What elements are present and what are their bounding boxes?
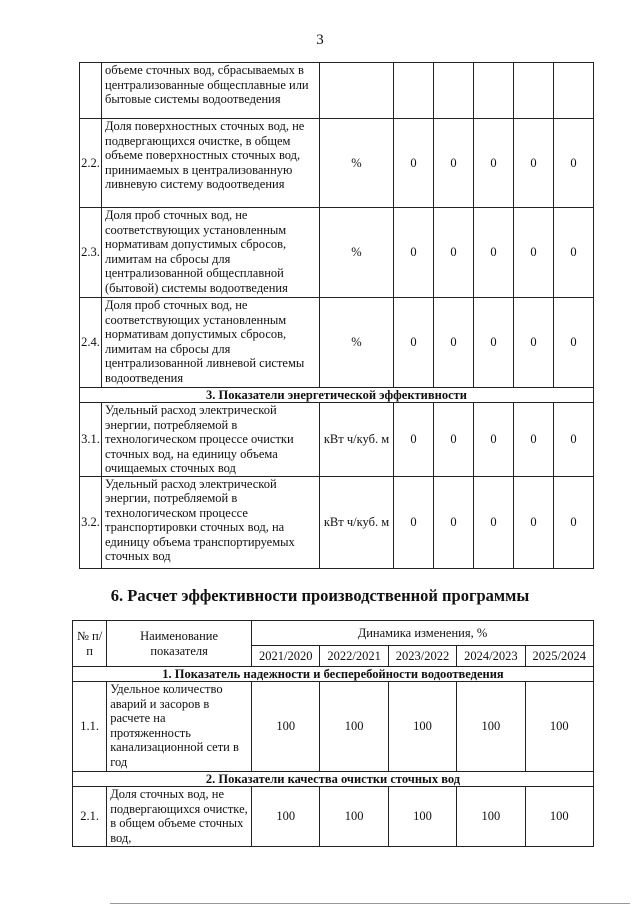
value-cell — [474, 63, 514, 119]
year-header: 2023/2022 — [388, 646, 456, 667]
table-row — [80, 476, 594, 568]
value-cell: 0 — [554, 208, 594, 298]
col-header-number: № п/п — [73, 621, 107, 667]
value-cell: 0 — [394, 119, 434, 208]
value-cell: 0 — [474, 403, 514, 477]
table-row — [73, 682, 594, 772]
indicator-name: Доля поверхностных сточных вод, не подвергающихся очистке, в общем объеме поверхностных сточных вод, принимаемых в централизованную ливневую систему водоотведения — [102, 119, 320, 208]
value-cell: 0 — [394, 403, 434, 477]
section-heading: 6. Расчет эффективности производственной программы — [110, 586, 530, 605]
value-cell: 0 — [434, 208, 474, 298]
row-number: 2.1. — [73, 787, 107, 847]
value-cell: 0 — [434, 298, 474, 388]
table-row — [73, 787, 594, 847]
value-cell: 100 — [457, 787, 525, 847]
section-row — [80, 388, 594, 403]
value-cell: 0 — [514, 298, 554, 388]
page-edge-line — [110, 903, 630, 904]
year-header: 2021/2020 — [252, 646, 320, 667]
indicator-name: Доля проб сточных вод, не соответствующих установленным нормативам допустимых сбросов, лимитам на сбросы для централизованной общесплавной (бытовой) системы водоотведения — [102, 208, 320, 298]
value-cell: 0 — [394, 208, 434, 298]
value-cell: 100 — [525, 682, 593, 772]
value-cell — [514, 63, 554, 119]
value-cell: 0 — [434, 476, 474, 568]
year-header: 2025/2024 — [525, 646, 593, 667]
value-cell: 100 — [457, 682, 525, 772]
indicator-name: Удельное количество аварий и засоров в расчете на протяженность канализационной сети в год — [107, 682, 252, 772]
value-cell — [554, 63, 594, 119]
unit-cell — [320, 63, 394, 119]
unit-cell: % — [320, 208, 394, 298]
year-header: 2022/2021 — [320, 646, 388, 667]
value-cell: 0 — [514, 119, 554, 208]
row-number: 1.1. — [73, 682, 107, 772]
table-row — [80, 63, 594, 119]
value-cell: 0 — [394, 298, 434, 388]
value-cell — [434, 63, 474, 119]
value-cell: 0 — [474, 208, 514, 298]
value-cell: 100 — [388, 682, 456, 772]
unit-cell: кВт ч/куб. м — [320, 476, 394, 568]
value-cell: 0 — [394, 476, 434, 568]
table-row — [80, 208, 594, 298]
value-cell: 0 — [434, 403, 474, 477]
page-number: 3 — [316, 32, 324, 48]
section-row — [73, 772, 594, 787]
row-number: 2.2. — [80, 119, 102, 208]
value-cell: 100 — [252, 787, 320, 847]
row-number — [80, 63, 102, 119]
value-cell: 0 — [514, 403, 554, 477]
value-cell: 0 — [554, 476, 594, 568]
table-row — [80, 119, 594, 208]
unit-cell: % — [320, 298, 394, 388]
value-cell — [394, 63, 434, 119]
value-cell: 0 — [514, 476, 554, 568]
table-row — [80, 298, 594, 388]
efficiency-table — [72, 620, 594, 847]
value-cell: 100 — [388, 787, 456, 847]
col-header-name: Наименование показателя — [107, 621, 252, 667]
indicators-table — [79, 62, 594, 569]
value-cell: 100 — [320, 682, 388, 772]
row-number: 3.1. — [80, 403, 102, 477]
indicator-name: Удельный расход электрической энергии, потребляемой в технологическом процессе очистки сточных вод, на единицу объема очищаемых сточных вод — [102, 403, 320, 477]
section-row — [73, 667, 594, 682]
table-row — [80, 403, 594, 477]
section-title-quality: 2. Показатели качества очистки сточных вод — [73, 772, 594, 787]
section-title-reliability: 1. Показатель надежности и бесперебойности водоотведения — [73, 667, 594, 682]
col-header-dynamics: Динамика изменения, % — [252, 621, 594, 646]
value-cell: 0 — [474, 476, 514, 568]
value-cell: 0 — [474, 119, 514, 208]
row-number: 3.2. — [80, 476, 102, 568]
value-cell: 0 — [434, 119, 474, 208]
year-header: 2024/2023 — [457, 646, 525, 667]
row-number: 2.3. — [80, 208, 102, 298]
indicator-name: объеме сточных вод, сбрасываемых в централизованные общесплавные или бытовые системы водоотведения — [102, 63, 320, 119]
value-cell: 0 — [554, 298, 594, 388]
value-cell: 100 — [252, 682, 320, 772]
indicator-name: Удельный расход электрической энергии, потребляемой в технологическом процессе транспортировки сточных вод, на единицу объема транспортируемых сточных вод — [102, 476, 320, 568]
header-row — [73, 621, 594, 646]
indicator-name: Доля сточных вод, не подвергающихся очистке, в общем объеме сточных вод, — [107, 787, 252, 847]
unit-cell: кВт ч/куб. м — [320, 403, 394, 477]
value-cell: 0 — [554, 403, 594, 477]
value-cell: 100 — [320, 787, 388, 847]
value-cell: 0 — [514, 208, 554, 298]
unit-cell: % — [320, 119, 394, 208]
row-number: 2.4. — [80, 298, 102, 388]
indicator-name: Доля проб сточных вод, не соответствующих установленным нормативам допустимых сбросов, лимитам на сбросы для централизованной ливневой системы водоотведения — [102, 298, 320, 388]
section-title-energy: 3. Показатели энергетической эффективности — [80, 388, 594, 403]
value-cell: 0 — [474, 298, 514, 388]
value-cell: 100 — [525, 787, 593, 847]
value-cell: 0 — [554, 119, 594, 208]
